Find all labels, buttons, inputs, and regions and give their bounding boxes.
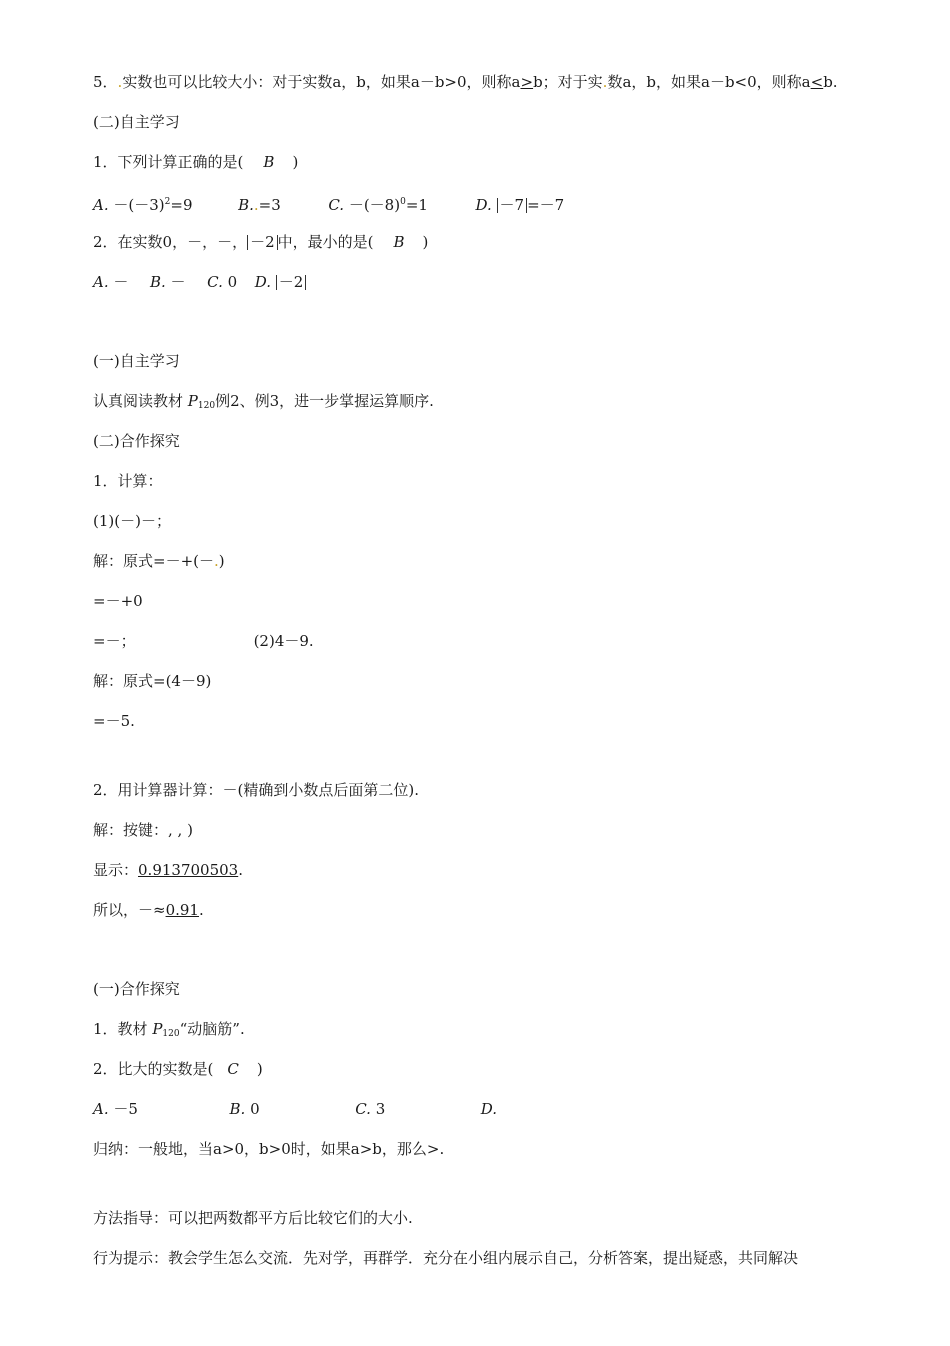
- solution-line: =－； (2)4－9.: [93, 632, 314, 650]
- solution-line: =－5.: [93, 712, 135, 730]
- answer: B: [263, 153, 275, 171]
- ink-dot: .: [214, 552, 219, 570]
- calculator-display: 显示：0.913700503.: [93, 861, 243, 879]
- exercise-1-title: 1．计算：: [93, 472, 163, 490]
- reading-instruction: 认真阅读教材 $P_{120}$例2、例3，进一步掌握运算顺序.: [93, 392, 434, 411]
- ink-dot: .: [253, 196, 259, 214]
- summary-line: 归纳：一般地，当a>0，b>0时，如果a>b，那么>.: [93, 1140, 445, 1158]
- ink-dot: .: [117, 73, 123, 91]
- section-heading: (一)合作探究: [93, 980, 180, 998]
- answer: B: [393, 233, 405, 251]
- solution-line: 解：按键：, , ): [93, 821, 193, 839]
- ink-dot: .: [602, 73, 608, 91]
- question-1-options: A. $-(-3)^2=9$ B..=3 C. $-(-8)^0=1$ D. －7 =－7: [93, 196, 565, 214]
- question-compare-options: A. －5 B. 0 C. 3 D.: [93, 1100, 498, 1118]
- solution-line: 解：原式=－+(－.): [93, 552, 225, 570]
- behavior-hint: 行为提示：教会学生怎么交流．先对学，再群学．充分在小组内展示自己，分析答案，提出疑惑，共同解决: [93, 1249, 799, 1267]
- question-compare: 2．比大的实数是( C ): [93, 1060, 263, 1078]
- question-2: 2．在实数0，－，－， －2 中，最小的是( B ): [93, 233, 429, 251]
- question-1: 1．下列计算正确的是( B ): [93, 153, 299, 171]
- exercise-2-title: 2．用计算器计算：－(精确到小数点后面第二位).: [93, 781, 420, 799]
- answer: C: [227, 1060, 239, 1078]
- result-line: 所以，－≈0.91.: [93, 901, 204, 919]
- exercise-1-part-1: (1)(－)－；: [93, 512, 171, 530]
- section-heading: (一)自主学习: [93, 352, 180, 370]
- section-heading: (二)自主学习: [93, 113, 180, 131]
- method-guide: 方法指导：可以把两数都平方后比较它们的大小.: [93, 1209, 413, 1227]
- line-fact-5: 5．.实数也可以比较大小：对于实数a，b，如果a－b>0，则称a>b；对于实.数a，b，如果a－b<0，则称a<b.: [93, 73, 838, 91]
- question-2-options: A. － B. － C. 0 D. －2: [93, 272, 306, 292]
- solution-line: 解：原式=(4－9): [93, 672, 212, 690]
- solution-line: =－+0: [93, 592, 143, 610]
- exercise-textbook: 1．教材 $P_{120}“$动脑筋”.: [93, 1020, 245, 1039]
- section-heading: (二)合作探究: [93, 432, 180, 450]
